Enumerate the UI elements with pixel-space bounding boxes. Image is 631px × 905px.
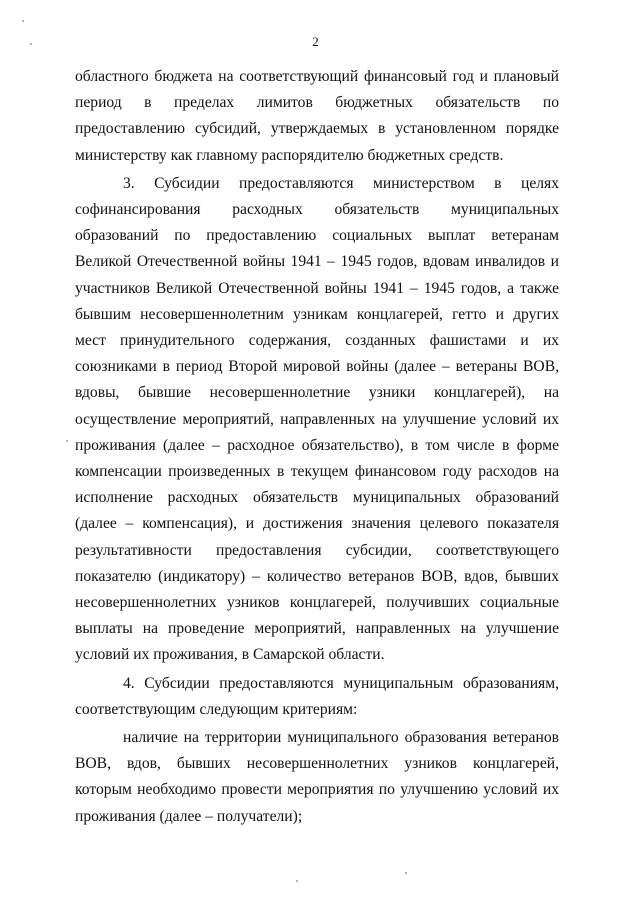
document-body xyxy=(75,64,559,830)
paragraph-item-4: 4. Субсидии предоставляются муниципальным образованиям, соответствующим следующим критериям: xyxy=(75,674,559,718)
scan-speck xyxy=(296,880,298,882)
page-number: 2 xyxy=(312,34,319,49)
scan-speck xyxy=(30,43,32,45)
scan-speck xyxy=(405,872,407,874)
paragraph-criterion: наличие на территории муниципального образования ветеранов ВОВ, вдов, бывших несовершеннолетних узников концлагерей, которым необходимо провести мероприятия по улучшению условий их проживания (далее – получатели); xyxy=(75,729,559,825)
scan-speck xyxy=(66,440,68,442)
paragraph-item-3: 3. Субсидии предоставляются министерством в целях софинансирования расходных обязательств муниципальных образований по предоставлению социальных выплат ветеранам Великой Отечественной войны 1941 – 1945 годов, вдовам инвалидов и участников Великой Отечественной войны 1941 – 1945 годов, а также бывшим несовершеннолетним узникам концлагерей, гетто и других мест принудительного содержания, созданных фашистами и их союзниками в период Второй мировой войны (далее – ветераны ВОВ, вдовы, бывшие несовершеннолетние узники концлагерей), на осуществление мероприятий, направленных на улучшение условий их проживания (далее – расходное обязательство), в том числе в форме компенсации произведенных в текущем финансовом году расходов на исполнение расходных обязательств муниципальных образований (далее – компенсация), и достижения значения целевого показателя результативности предоставления субсидии, соответствующего показателю (индикатору) – количество ветеранов ВОВ, вдов, бывших несовершеннолетних узников концлагерей, получивших социальные выплаты на проведение мероприятий, направленных на улучшение условий их проживания, в Самарской области. xyxy=(75,174,559,664)
scan-speck xyxy=(22,20,24,22)
paragraph-continuation: областного бюджета на соответствующий финансовый год и плановый период в пределах лимитов бюджетных обязательств по предоставлению субсидий, утверждаемых в установленном порядке министерству как главному распорядителю бюджетных средств. xyxy=(75,68,559,164)
